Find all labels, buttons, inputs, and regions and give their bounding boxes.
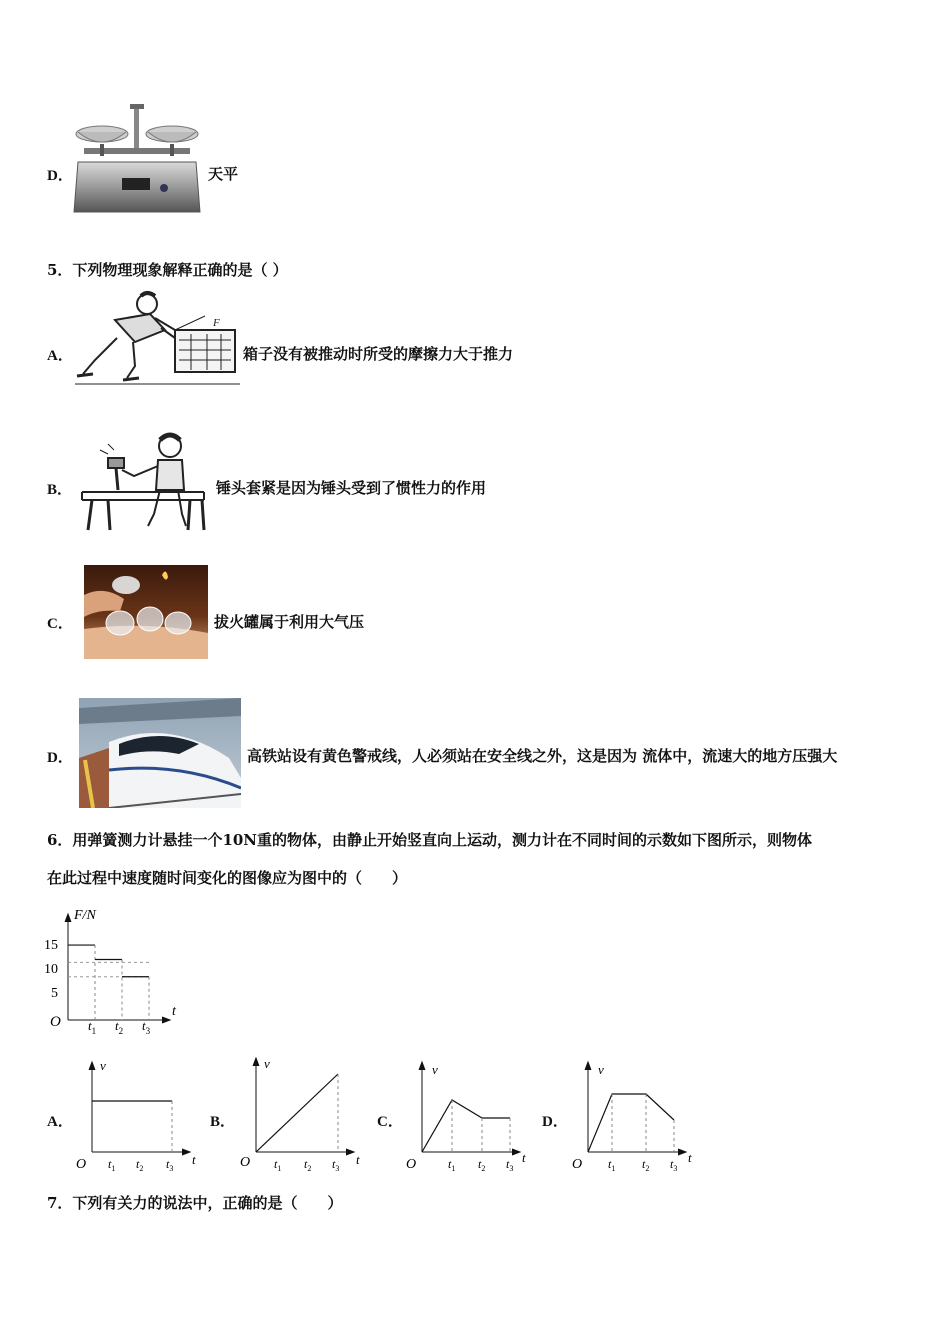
q5-option-d-label: D． [47, 750, 73, 766]
q6-option-a-label: A． [47, 1114, 73, 1130]
force-ytick-15: 15 [44, 938, 58, 953]
q6-stem-line2: 在此过程中速度随时间变化的图像应为图中的（ ） [47, 869, 408, 887]
svg-text:t2: $t_2$ [304, 1157, 312, 1173]
svg-text:t3: $t_3$ [166, 1157, 174, 1173]
svg-text:t3: $t_3$ [332, 1157, 340, 1173]
force-xtick-t3: $t_3$ [142, 1018, 151, 1036]
force-x-label: t [172, 1004, 176, 1019]
svg-text:t2: $t_2$ [478, 1157, 486, 1173]
velocity-graph-b [234, 1052, 369, 1176]
q7-stem: 7．下列有关力的说法中，正确的是（ ） [47, 1194, 343, 1212]
t-label-a: t [192, 1152, 196, 1167]
force-ytick-5: 5 [51, 986, 58, 1001]
velocity-graph-a [70, 1056, 205, 1176]
svg-text:t3: $t_3$ [670, 1157, 678, 1173]
q5-option-b-label: B． [47, 482, 73, 498]
svg-text:t: t [522, 1150, 526, 1165]
svg-text:t2: $t_2$ [136, 1157, 144, 1173]
svg-text:t2: $t_2$ [642, 1157, 650, 1173]
velocity-line-b [256, 1074, 338, 1152]
q6-stem-line1: 6．用弹簧测力计悬挂一个10N重的物体，由静止开始竖直向上运动，测力计在不同时间的示数如下图所示，则物体 [47, 831, 813, 849]
v-label-a: v [100, 1058, 106, 1073]
high-speed-train-photo [79, 698, 241, 808]
svg-text:t1: $t_1$ [448, 1157, 456, 1173]
force-y-arrow [65, 914, 71, 922]
force-xtick-t2: $t_2$ [115, 1018, 124, 1036]
person-hammering-icon [78, 430, 213, 535]
velocity-graph-d [566, 1056, 701, 1176]
svg-text:t1: $t_1$ [608, 1157, 616, 1173]
svg-text:t3: $t_3$ [506, 1157, 514, 1173]
cupping-jars-photo [84, 565, 208, 659]
velocity-graph-c [400, 1056, 535, 1176]
force-origin: O [50, 1014, 61, 1030]
svg-text:O: O [572, 1157, 583, 1172]
force-f-letter: F [213, 317, 220, 329]
q5-option-c-label: C． [47, 616, 73, 632]
q5-option-a-text: 箱子没有被推动时所受的摩擦力大于推力 [243, 345, 514, 363]
svg-text:v: v [264, 1056, 270, 1071]
person-pushing-box-icon [75, 290, 240, 386]
balance-scale-icon [72, 102, 202, 216]
q5-option-c-text: 拔火罐属于利用大气压 [214, 613, 365, 631]
force-y-label: F/N [74, 908, 96, 923]
svg-text:t1: $t_1$ [274, 1157, 282, 1173]
q4-option-d-label: D． [47, 168, 73, 184]
force-time-chart [40, 902, 190, 1040]
velocity-line-c [422, 1100, 510, 1152]
q5-option-b-text: 锤头套紧是因为锤头受到了惯性力的作用 [216, 479, 487, 497]
svg-text:v: v [598, 1062, 604, 1077]
force-ytick-10: 10 [44, 962, 58, 977]
q4-option-d-text: 天平 [208, 165, 239, 183]
q5-option-a-label: A． [47, 348, 73, 364]
q6-option-c-label: C． [377, 1114, 403, 1130]
svg-text:O: O [406, 1157, 417, 1172]
force-x-arrow [162, 1017, 170, 1023]
velocity-line-d [588, 1094, 674, 1152]
force-xtick-t1: $t_1$ [88, 1018, 97, 1036]
svg-text:v: v [432, 1062, 438, 1077]
q5-option-d-text: 高铁站设有黄色警戒线，人必须站在安全线之外，这是因为 流体中，流速大的地方压强大 [247, 747, 838, 765]
svg-text:t: t [688, 1150, 692, 1165]
q6-option-d-label: D． [542, 1114, 568, 1130]
svg-text:O: O [240, 1155, 251, 1170]
svg-text:t: t [356, 1152, 360, 1167]
q5-stem: 5．下列物理现象解释正确的是（ ） [47, 261, 288, 279]
origin-a: O [76, 1157, 87, 1172]
q6-option-b-label: B． [210, 1114, 236, 1130]
svg-text:t1: $t_1$ [108, 1157, 116, 1173]
